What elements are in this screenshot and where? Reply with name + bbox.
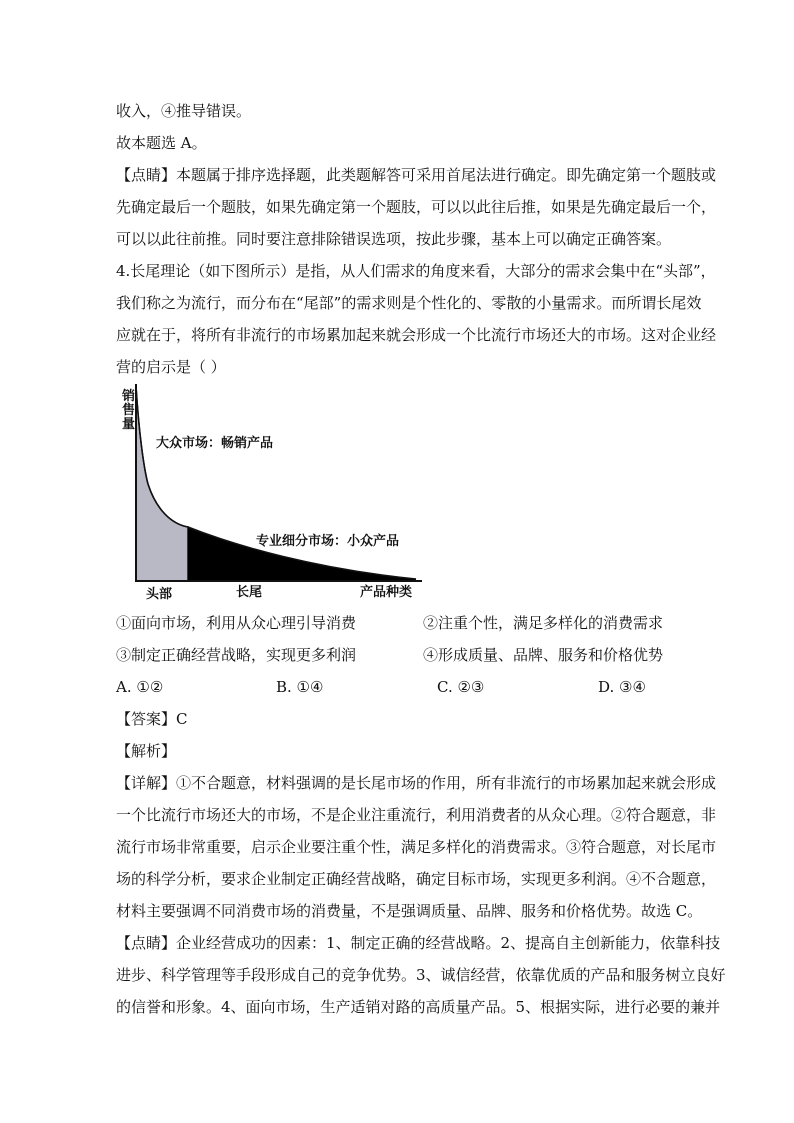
tail-label: 长尾	[236, 585, 263, 600]
analysis-line: 材料主要强调不同消费市场的消费量，不是强调质量、品牌、服务和价格优势。故选 C。	[116, 902, 703, 920]
choice-c: C. ②③	[437, 678, 485, 696]
analysis-line: 流行市场非常重要，启示企业要注重个性，满足多样化的消费需求。③符合题意，对长尾市	[116, 838, 717, 856]
annotation-mass-market: 大众市场：畅销产品	[156, 436, 274, 451]
answer: 【答案】C	[116, 710, 188, 728]
long-tail-chart	[116, 384, 426, 606]
analysis-heading: 【解析】	[116, 742, 177, 760]
choice-d: D. ③④	[598, 678, 646, 696]
analysis-line: 的信誉和形象。4、面向市场，生产适销对路的高质量产品。5、根据实际，进行必要的兼并	[116, 998, 721, 1016]
y-axis-label-char: 售	[122, 403, 136, 418]
analysis-line: 一个比流行市场还大的市场，不是企业注重流行，利用消费者的从众心理。②符合题意，非	[116, 806, 717, 824]
head-label: 头部	[146, 587, 173, 602]
option-3: ③制定正确经营战略，实现更多利润	[116, 646, 357, 664]
tip-line: 【点睛】本题属于排序选择题，此类题解答可采用首尾法进行确定。即先确定第一个题肢或	[116, 166, 717, 184]
question-line: 4.长尾理论（如下图所示）是指，从人们需求的角度来看，大部分的需求会集中在“头部”，	[116, 262, 716, 280]
y-axis-label-char: 量	[122, 417, 136, 432]
analysis-line: 【详解】①不合题意，材料强调的是长尾市场的作用，所有非流行的市场累加起来就会形成	[116, 774, 717, 792]
tip-line: 【点睛】企业经营成功的因素：1、制定正确的经营战略。2、提高自主创新能力，依靠科技	[116, 934, 721, 952]
choice-a: A. ①②	[116, 678, 164, 696]
text-line: 先确定最后一个题肢，如果先确定第一个题肢，可以以此往后推，如果是先确定最后一个，	[116, 198, 717, 216]
option-4: ④形成质量、品牌、服务和价格优势	[423, 646, 664, 664]
text-line: 可以以此往前推。同时要注意排除错误选项，按此步骤，基本上可以确定正确答案。	[116, 230, 672, 248]
text-line: 应就在于，将所有非流行的市场累加起来就会形成一个比流行市场还大的市场。这对企业经	[116, 326, 717, 344]
annotation-niche-market: 专业细分市场：小众产品	[256, 534, 400, 549]
analysis-line: 进步、科学管理等手段形成自己的竞争优势。3、诚信经营，依靠优质的产品和服务树立良好	[116, 966, 726, 984]
option-2: ②注重个性，满足多样化的消费需求	[423, 614, 664, 632]
text-line: 故本题选 A。	[116, 134, 207, 152]
y-axis-label-char: 销	[122, 389, 136, 404]
analysis-line: 场的科学分析，要求企业制定正确经营战略，确定目标市场，实现更多利润。④不合题意，	[116, 870, 717, 888]
head-region	[136, 386, 188, 581]
text-line: 我们称之为流行，而分布在“尾部”的需求则是个性化的、零散的小量需求。而所谓长尾效	[116, 294, 702, 312]
text-line: 收入，④推导错误。	[116, 102, 252, 120]
option-1: ①面向市场，利用从众心理引导消费	[116, 614, 357, 632]
x-axis-label: 产品种类	[360, 585, 413, 600]
text-line: 营的启示是（ ）	[116, 358, 226, 376]
choice-b: B. ①④	[276, 678, 324, 696]
